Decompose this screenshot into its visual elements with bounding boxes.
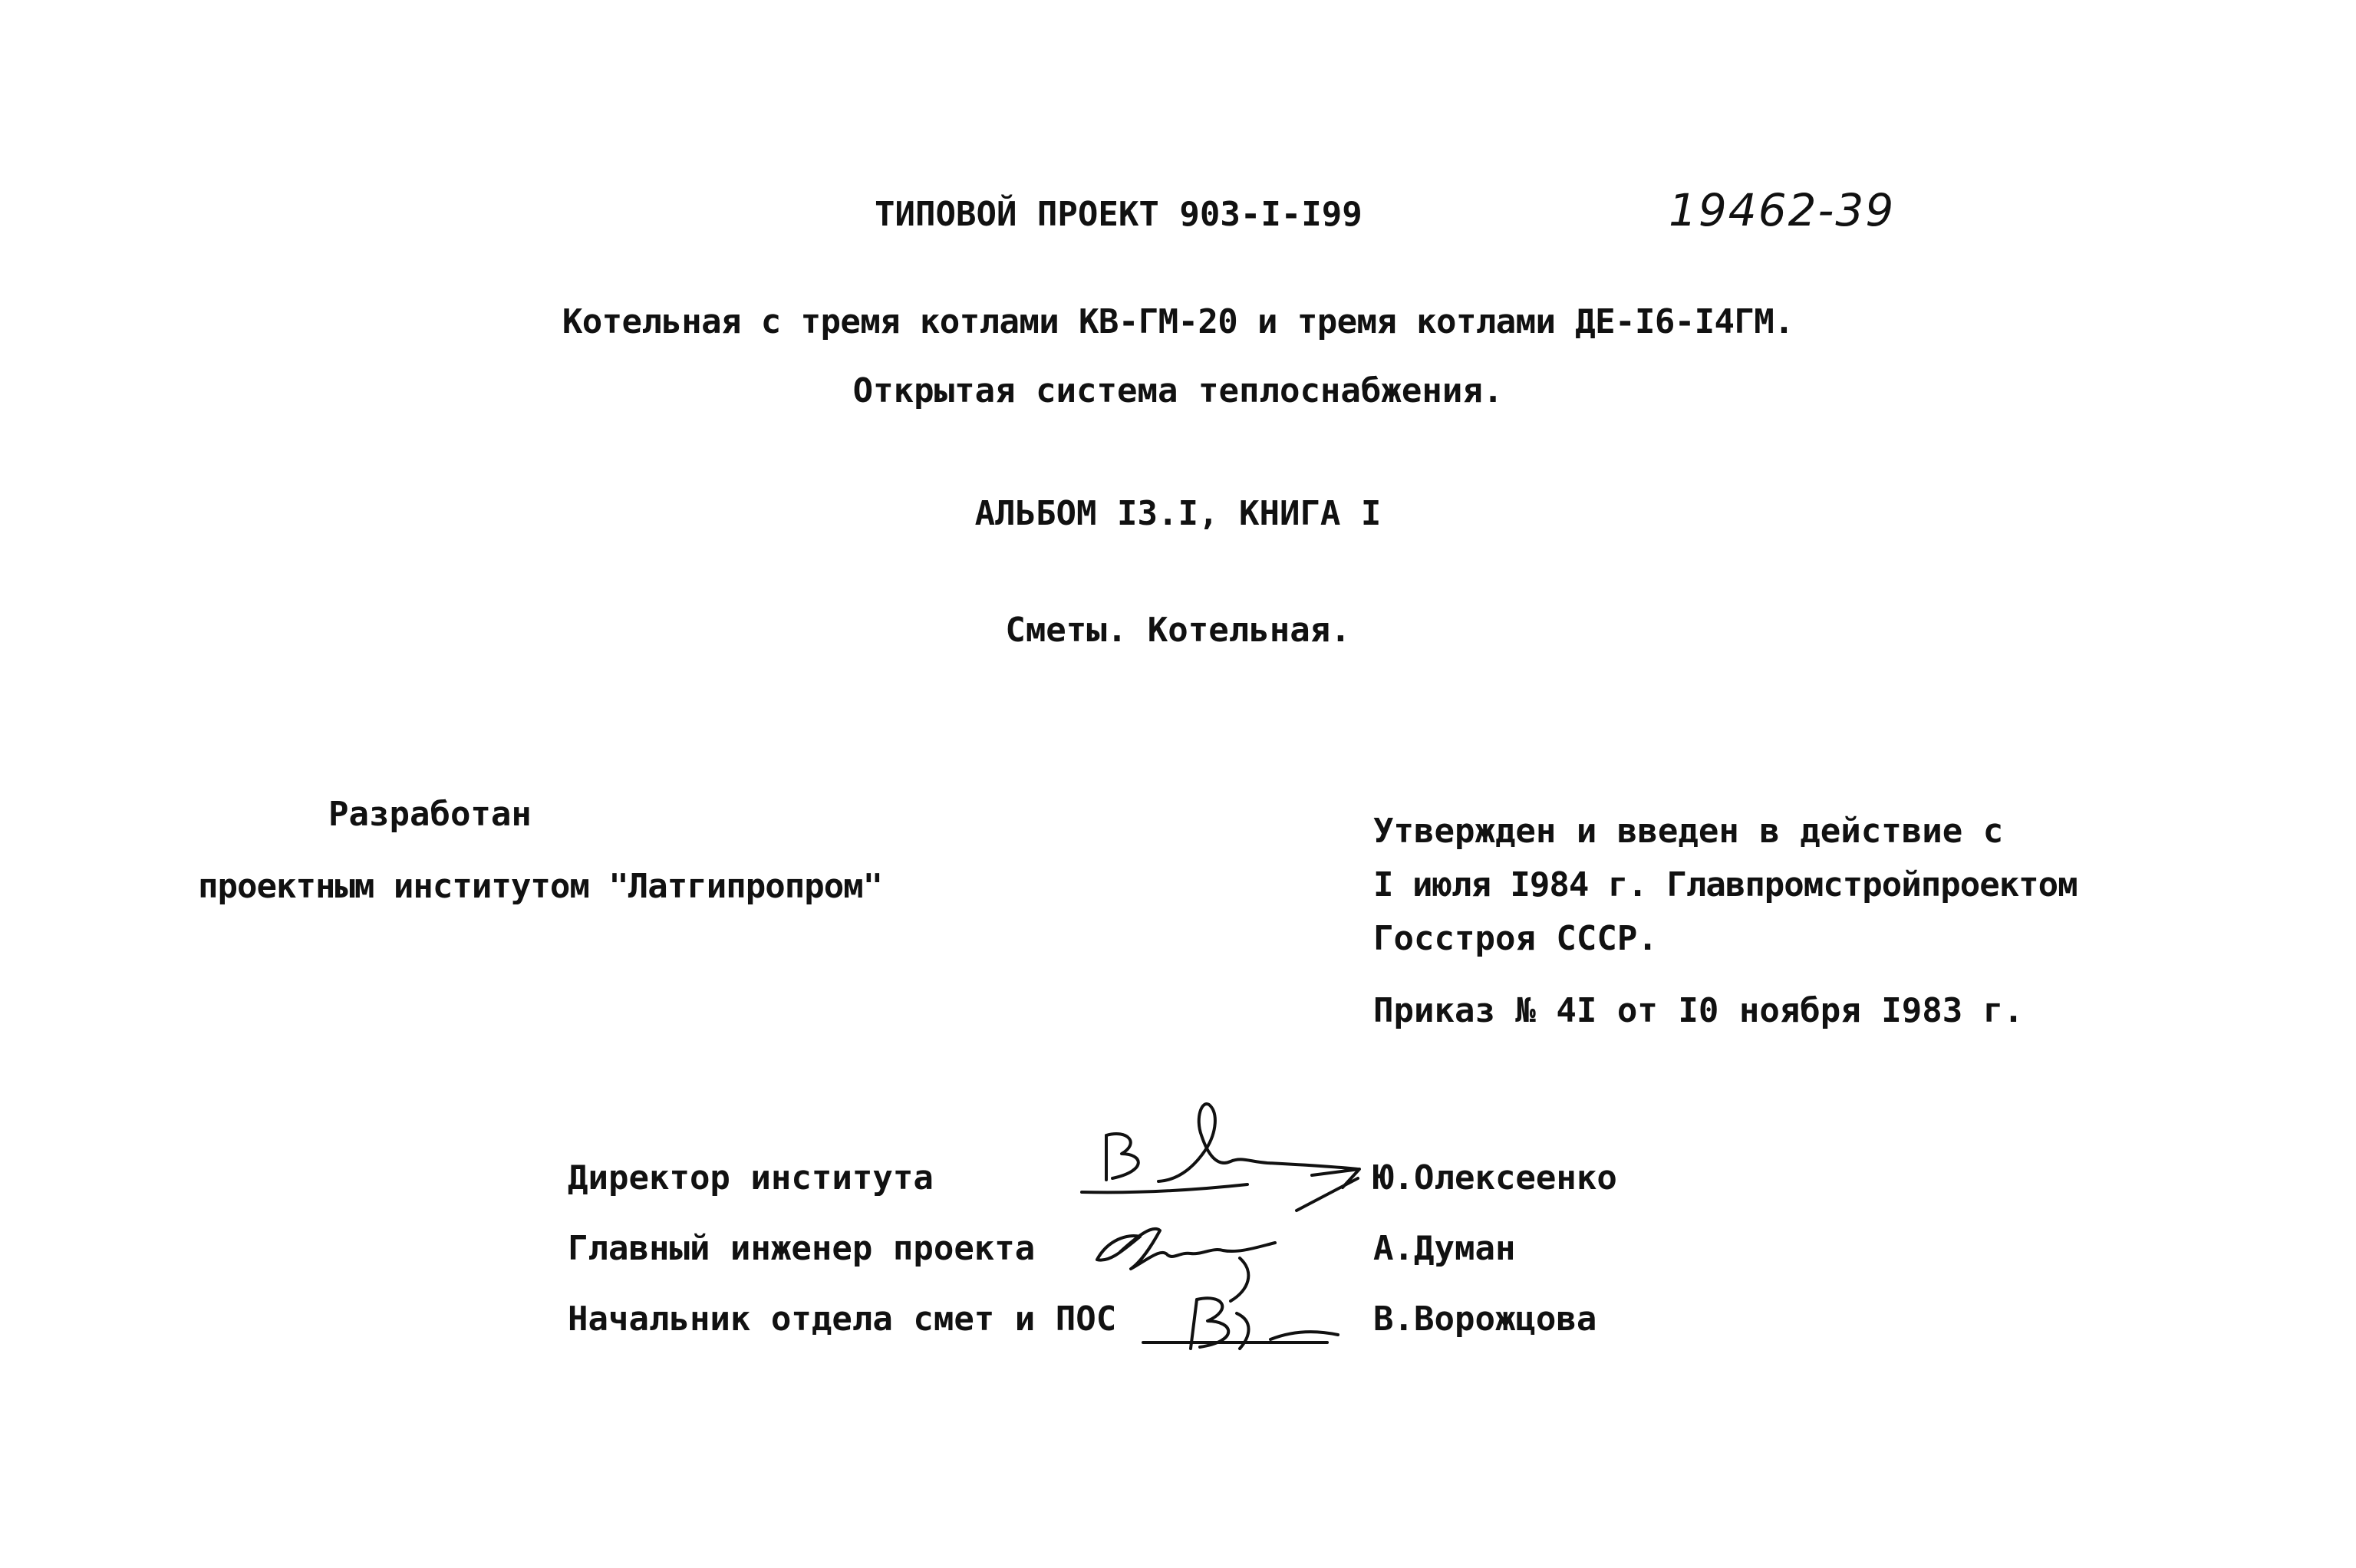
approval-line-2: I июля I984 г. Главпромстройпроектом <box>1373 865 2078 904</box>
registry-number: 19462-39 <box>1669 184 1896 236</box>
approval-line-3: Госстроя СССР. <box>1373 919 1658 958</box>
album-info: АЛЬБОМ I3.I, КНИГА I <box>974 494 1382 533</box>
approval-line-1: Утвержден и введен в действие с <box>1373 812 2004 851</box>
subject-title: Сметы. Котельная. <box>1005 611 1351 650</box>
developer-label: Разработан <box>328 795 532 834</box>
signatory-role-chief-engineer: Главный инженер проекта <box>568 1229 1036 1268</box>
signatory-name-chief-engineer: А.Думан <box>1373 1229 1516 1268</box>
developer-institute: проектным институтом "Латгипропром" <box>198 867 883 906</box>
project-code: ТИПОВОЙ ПРОЕКТ 903-I-I99 <box>875 195 1363 234</box>
signatory-role-director: Директор института <box>568 1158 934 1197</box>
approval-order: Приказ № 4I от I0 ноября I983 г. <box>1373 991 2024 1030</box>
document-subtitle: Открытая система теплоснабжения. <box>852 371 1504 410</box>
document-title: Котельная с тремя котлами КВ-ГМ-20 и тремя котлами ДЕ-I6-I4ГМ. <box>562 302 1794 341</box>
signatory-name-director: Ю.Олексеенко <box>1373 1158 1617 1197</box>
signatory-name-estimates-head: В.Ворожцова <box>1373 1300 1597 1339</box>
handwritten-signatures <box>1066 1089 1373 1365</box>
signatory-role-estimates-head: Начальник отдела смет и ПОС <box>568 1300 1117 1339</box>
